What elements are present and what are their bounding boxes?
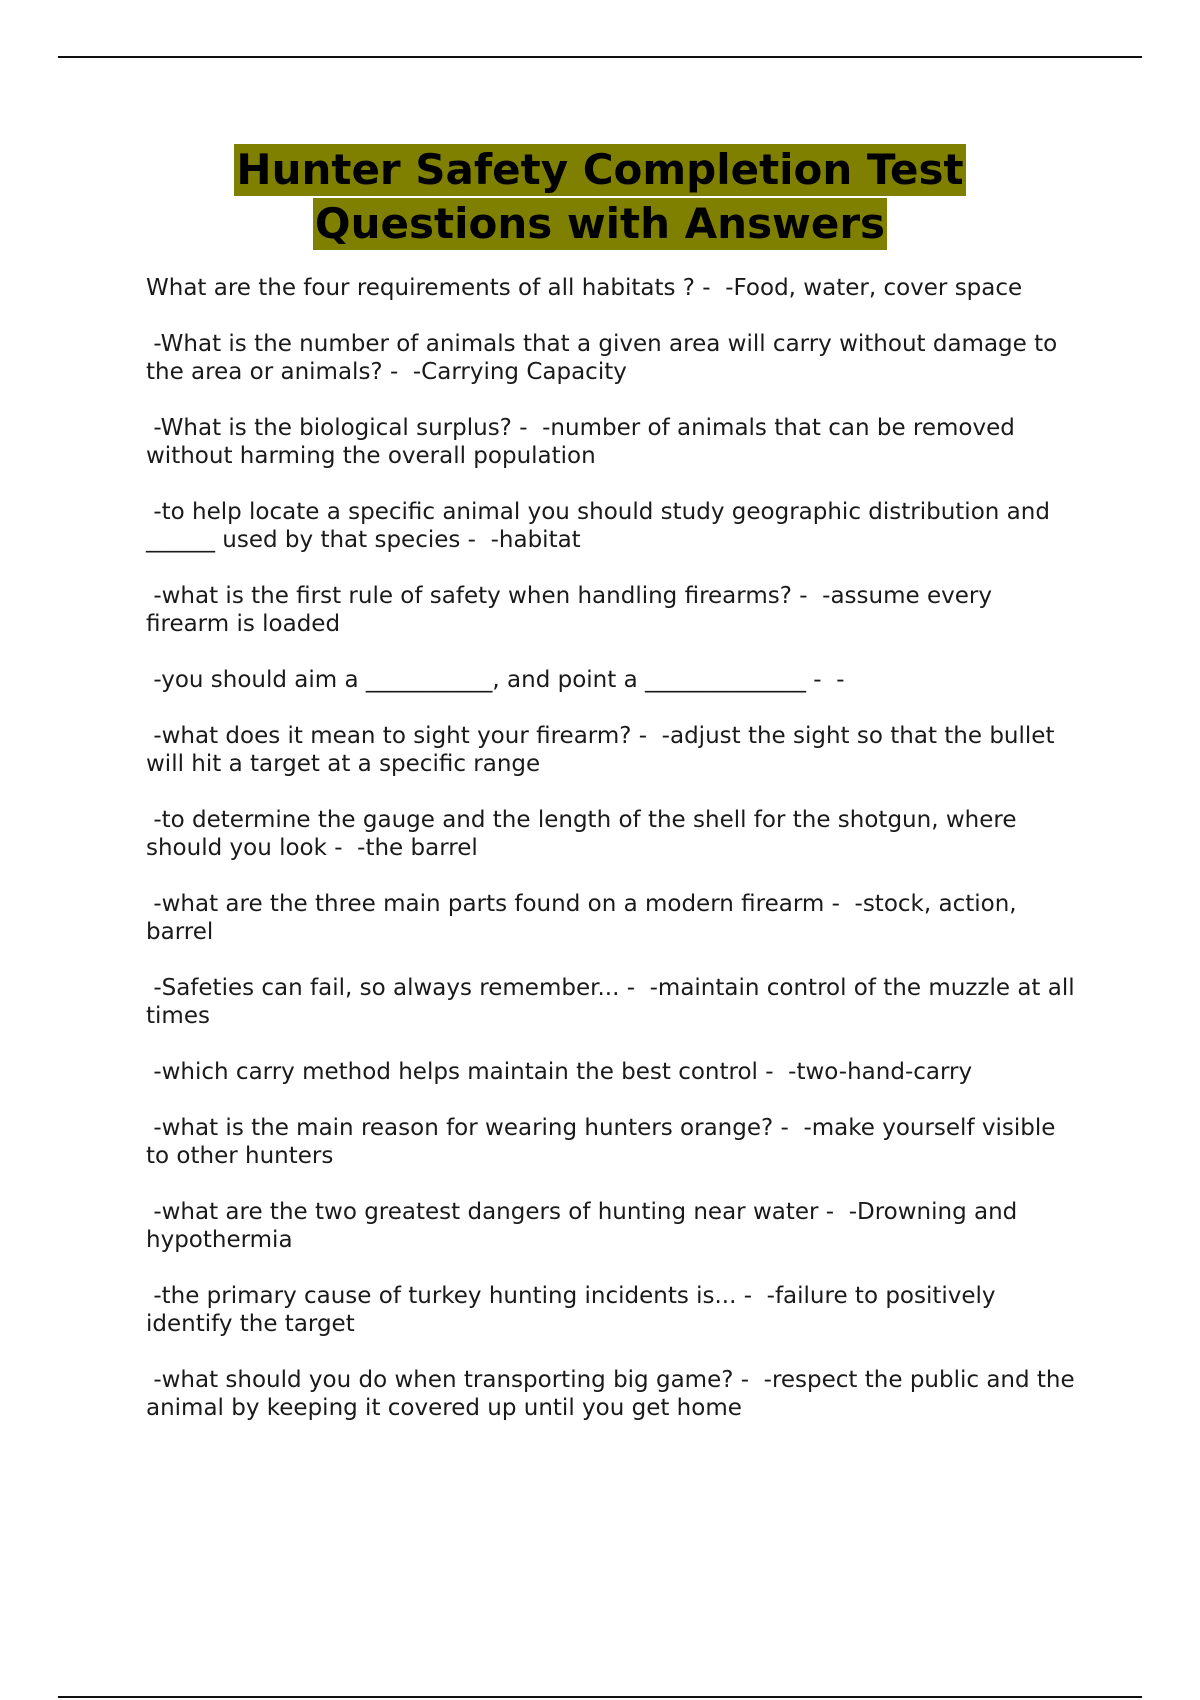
title-line-1: Hunter Safety Completion Test — [236, 145, 964, 194]
qa-item: -Safeties can fail, so always remember... - -maintain control of the muzzle at all times — [146, 975, 1082, 1029]
qa-item: -to determine the gauge and the length of the shell for the shotgun, where should you look - -the barrel — [146, 807, 1024, 861]
title-line-2: Questions with Answers — [314, 199, 886, 248]
qa-list — [146, 274, 1082, 1450]
bottom-divider — [58, 1696, 1142, 1698]
qa-item: -what should you do when transporting big game? - -respect the public and the animal by keeping it covered up until you get home — [146, 1367, 1082, 1421]
qa-item: -you should aim a ___________, and point a ______________ - - — [146, 667, 845, 693]
qa-item: -what does it mean to sight your firearm? - -adjust the sight so that the bullet will hit a target at a specific range — [146, 723, 1062, 777]
page-title — [0, 144, 1200, 252]
qa-item: -which carry method helps maintain the best control - -two-hand-carry — [146, 1059, 973, 1085]
qa-item: -what is the first rule of safety when handling firearms? - -assume every firearm is loaded — [146, 583, 1000, 637]
qa-item: -What is the biological surplus? - -number of animals that can be removed without harming the overall population — [146, 415, 1023, 469]
qa-item: What are the four requirements of all habitats ? - -Food, water, cover space — [146, 275, 1023, 301]
qa-item: -what is the main reason for wearing hunters orange? - -make yourself visible to other hunters — [146, 1115, 1063, 1169]
qa-item: -What is the number of animals that a given area will carry without damage to the area or animals? - -Carrying Capacity — [146, 331, 1065, 385]
qa-item: -what are the three main parts found on a modern firearm - -stock, action, barrel — [146, 891, 1024, 945]
qa-item: -to help locate a specific animal you should study geographic distribution and ______ used by that species - -habitat — [146, 499, 1058, 553]
qa-item: -the primary cause of turkey hunting incidents is... - -failure to positively identify the target — [146, 1283, 1003, 1337]
qa-item: -what are the two greatest dangers of hunting near water - -Drowning and hypothermia — [146, 1199, 1025, 1253]
top-divider — [58, 56, 1142, 58]
